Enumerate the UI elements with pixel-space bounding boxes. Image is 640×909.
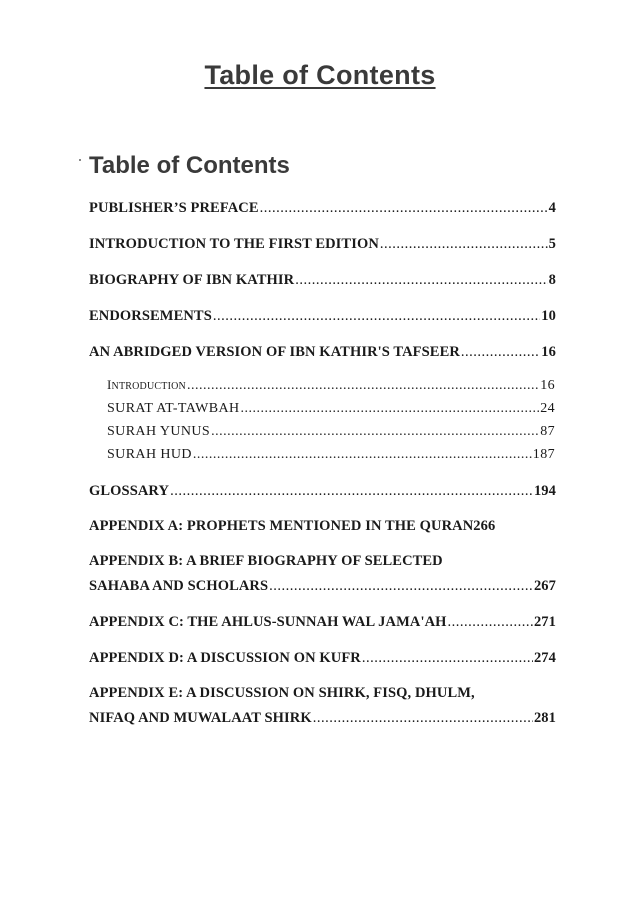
dot-leader bbox=[187, 378, 539, 394]
page-heading: Table of Contents bbox=[204, 60, 436, 90]
toc-entry-label: APPENDIX C: THE AHLUS-SUNNAH WAL JAMA'AH bbox=[89, 614, 447, 630]
toc-entry-label: INTRODUCTION bbox=[107, 377, 186, 392]
toc-page-number: 8 bbox=[548, 272, 556, 288]
toc-subentry-surah-hud bbox=[107, 447, 555, 463]
toc-entry-biography bbox=[89, 272, 556, 289]
toc-entry-label: SURAH YUNUS bbox=[107, 424, 211, 439]
toc-entry-label: INTRODUCTION TO THE FIRST EDITION bbox=[89, 236, 379, 252]
toc-page-number: 274 bbox=[533, 650, 556, 666]
toc-entry-label: SURAH HUD bbox=[107, 447, 192, 462]
toc-entry-introduction-first-edition bbox=[89, 236, 556, 253]
toc-page-number: 271 bbox=[533, 614, 556, 630]
toc-entry-publishers-preface bbox=[89, 200, 556, 217]
toc-subentry-surat-at-tawbah bbox=[107, 401, 555, 417]
toc-entry-endorsements bbox=[89, 308, 556, 325]
dot-leader bbox=[213, 308, 540, 325]
dot-leader bbox=[461, 344, 540, 361]
toc-subentry-surah-yunus bbox=[107, 424, 555, 440]
dot-leader bbox=[269, 578, 533, 595]
toc-entry-appendix-d bbox=[89, 650, 556, 667]
dot-leader bbox=[295, 272, 547, 289]
toc-entry-label: SURAT AT-TAWBAH bbox=[107, 401, 240, 416]
dot-leader bbox=[448, 614, 533, 631]
toc-entry-abridged-version bbox=[89, 344, 556, 361]
toc-page-number: 281 bbox=[533, 710, 556, 726]
dot-leader bbox=[362, 650, 533, 667]
toc-entry-label: ENDORSEMENTS bbox=[89, 308, 212, 324]
dot-leader bbox=[260, 200, 548, 217]
toc-entry-label: PUBLISHER’S PREFACE bbox=[89, 200, 259, 216]
toc-page-number: 16 bbox=[541, 344, 556, 360]
toc-page-number: 87 bbox=[540, 424, 555, 439]
toc-page-number: 10 bbox=[541, 308, 556, 324]
toc-entry-appendix-b bbox=[89, 578, 556, 595]
toc-entry-label: APPENDIX D: A DISCUSSION ON KUFR bbox=[89, 650, 361, 666]
toc-entry-appendix-c bbox=[89, 614, 556, 631]
toc-page-number: 187 bbox=[532, 447, 555, 462]
toc-entry-label: GLOSSARY bbox=[89, 483, 170, 499]
toc-subheading: Table of Contents bbox=[89, 152, 290, 179]
toc-page-number: 4 bbox=[548, 200, 556, 216]
dot-leader bbox=[193, 447, 532, 463]
toc-entry-appendix-e bbox=[89, 710, 556, 727]
toc-page-number: 266 bbox=[473, 518, 496, 534]
dot-leader bbox=[170, 483, 533, 500]
toc-entry-glossary bbox=[89, 483, 556, 500]
toc-entry-label: SAHABA AND SCHOLARS bbox=[89, 578, 269, 594]
toc-page-number: 16 bbox=[540, 378, 555, 393]
dot-leader bbox=[241, 401, 540, 417]
toc-entry-appendix-e-line1: APPENDIX E: A DISCUSSION ON SHIRK, FISQ, DHULM, bbox=[89, 685, 475, 701]
toc-entry-label: APPENDIX A: PROPHETS MENTIONED IN THE QURAN bbox=[89, 518, 474, 534]
toc-entry-label: NIFAQ AND MUWALAAT SHIRK bbox=[89, 710, 312, 726]
toc-page-number: 5 bbox=[548, 236, 556, 252]
toc-page-number: 267 bbox=[533, 578, 556, 594]
toc-page-number: 194 bbox=[533, 483, 556, 499]
toc-entry-label: BIOGRAPHY OF IBN KATHIR bbox=[89, 272, 295, 288]
toc-page-number: 24 bbox=[540, 401, 555, 416]
dot-leader bbox=[211, 424, 539, 440]
toc-subentry-introduction bbox=[107, 377, 555, 394]
dot-leader bbox=[313, 710, 533, 727]
toc-entry-appendix-b-line1: APPENDIX B: A BRIEF BIOGRAPHY OF SELECTED bbox=[89, 553, 443, 569]
toc-entry-appendix-a bbox=[89, 518, 556, 535]
toc-entry-label: AN ABRIDGED VERSION OF IBN KATHIR'S TAFSEER bbox=[89, 344, 460, 360]
dot-leader bbox=[380, 236, 548, 253]
